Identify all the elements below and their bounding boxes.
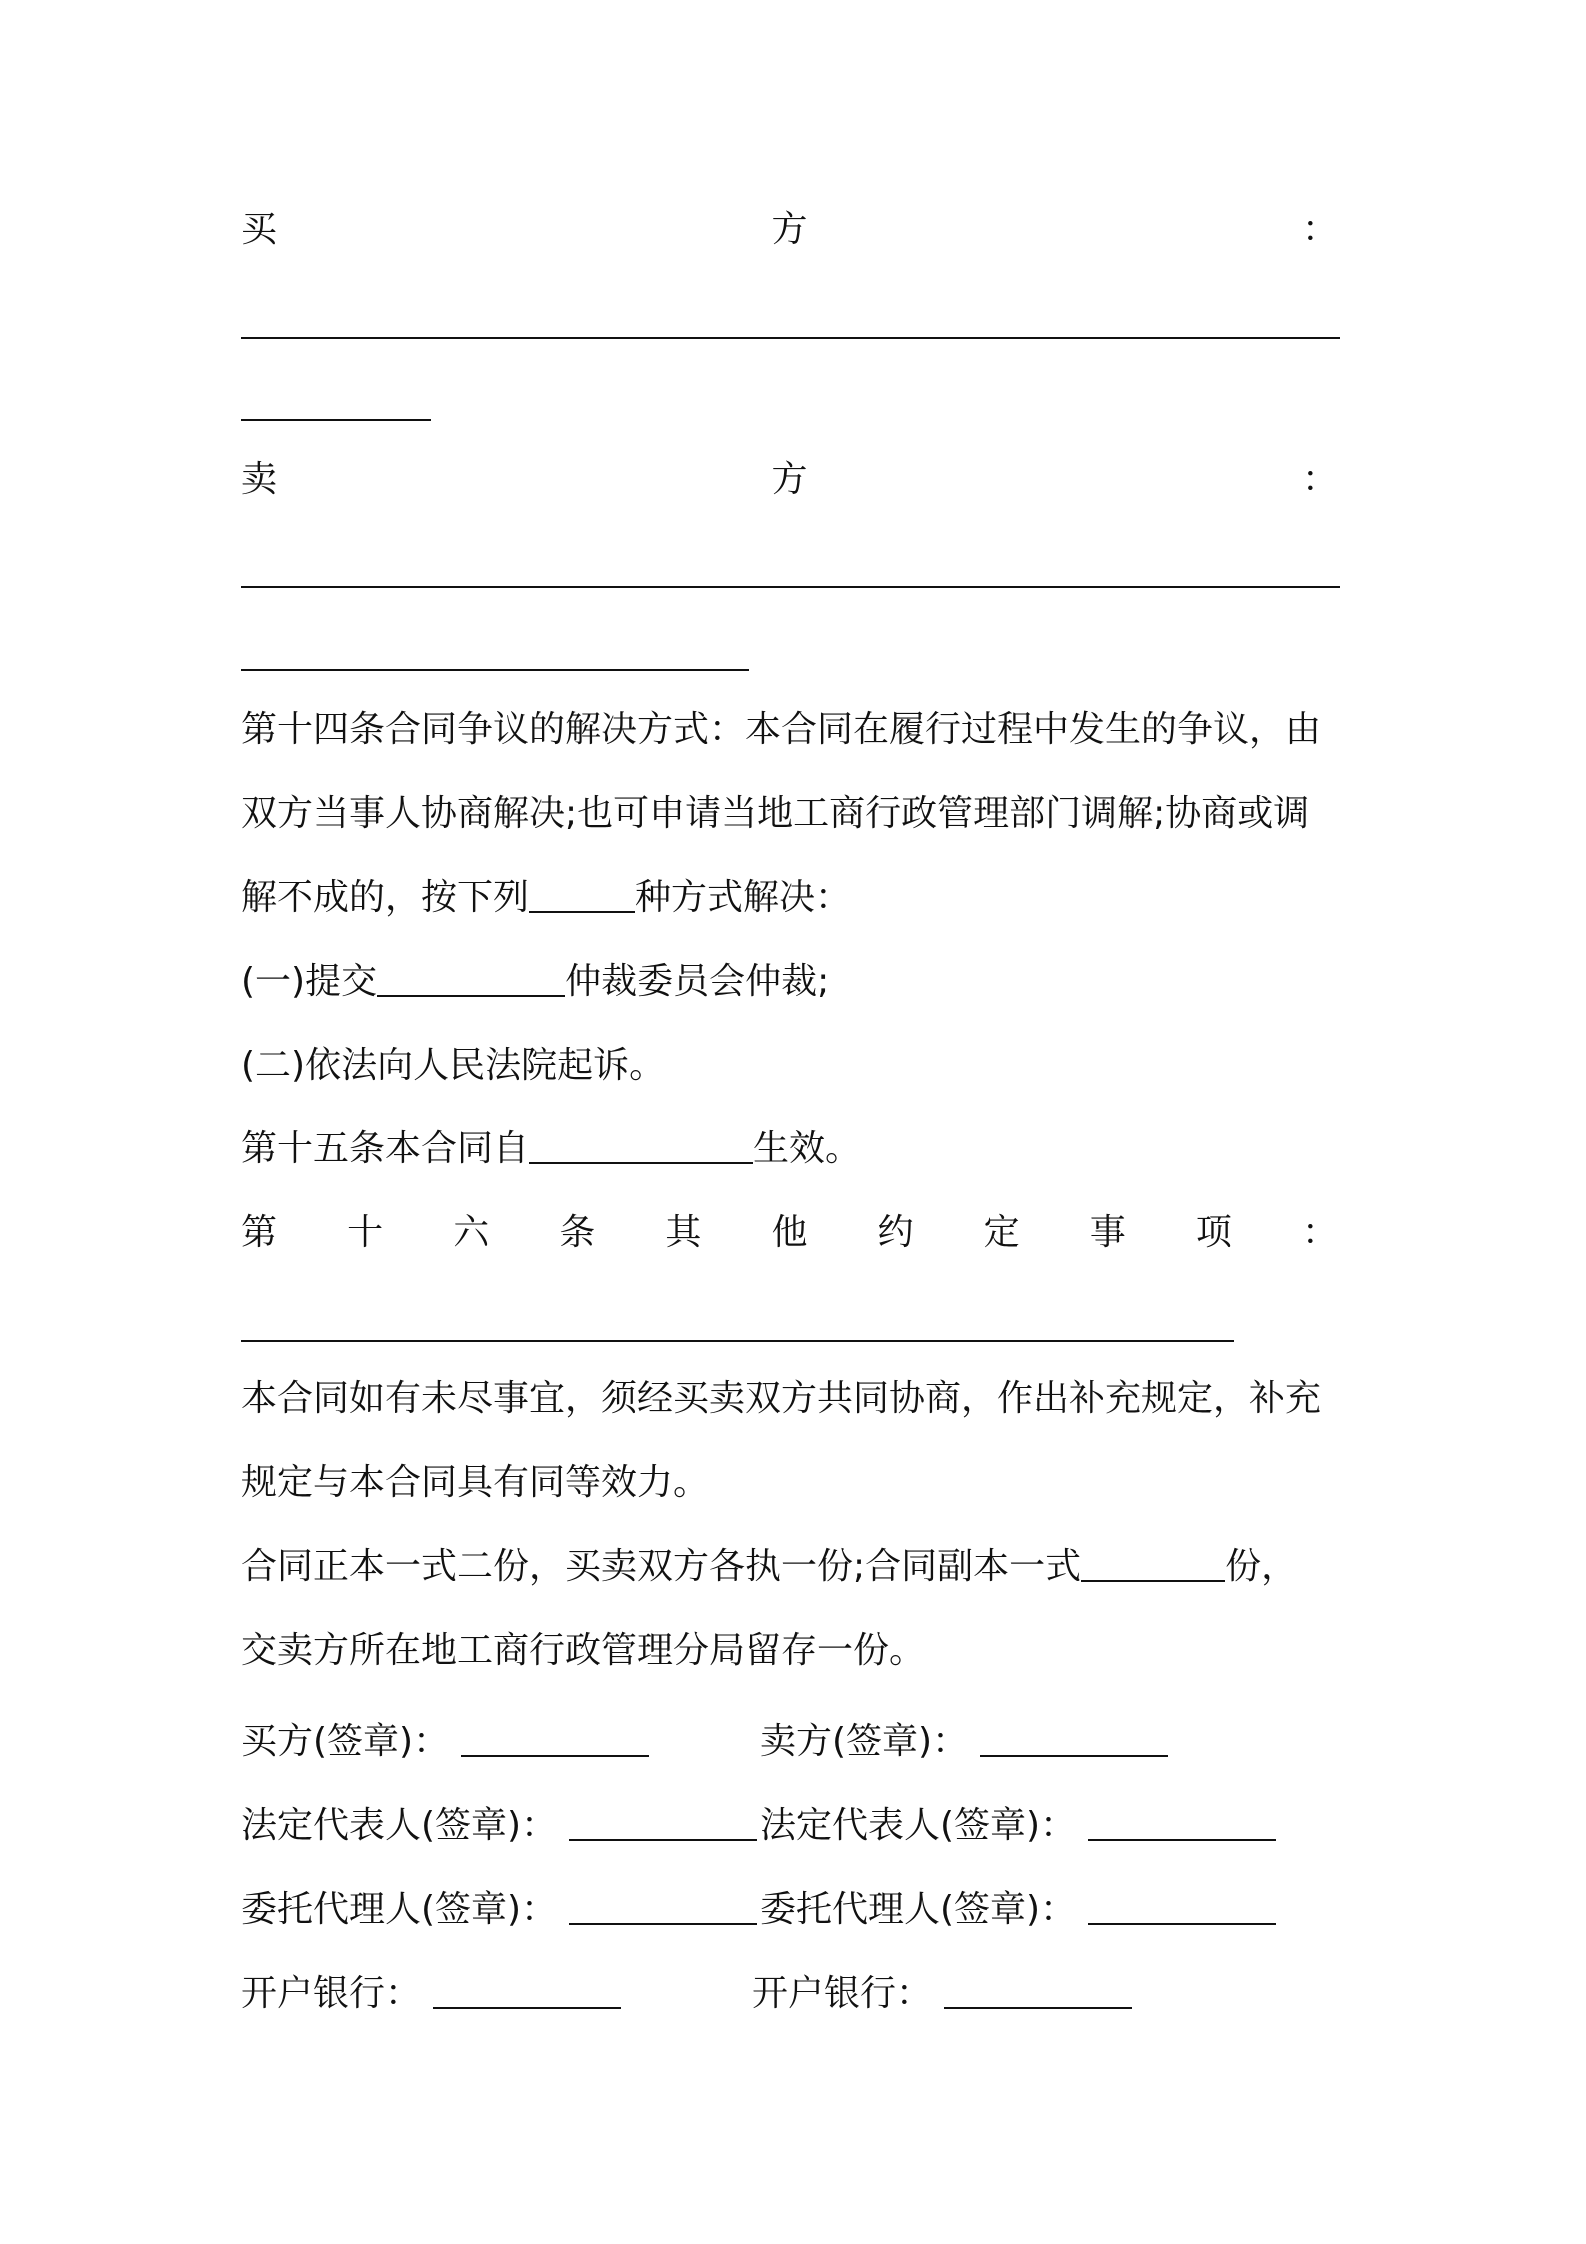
seller-label-char: 方 [771,459,808,500]
arbitration-committee-blank [377,961,565,997]
buyer-label-char: 方 [771,209,808,250]
method-count-blank [529,877,635,913]
article-14-line-1: 第十四条合同争议的解决方式：本合同在履行过程中发生的争议，由 [241,709,1322,750]
heading-char: 约 [877,1212,914,1253]
buyer-rep-blank [569,1805,757,1841]
seller-agent-blank [1088,1889,1276,1925]
article-14-text: 解不成的，按下列 [241,877,530,918]
heading-char: 第 [241,1212,278,1253]
heading-char: 条 [559,1212,596,1253]
buyer-label-colon: ： [1301,209,1338,250]
copies-line-2: 交卖方所在地工商行政管理分局留存一份。 [241,1630,926,1671]
duplicate-count-blank [1081,1546,1225,1582]
copies-line [241,1542,1361,1592]
article-15 [241,1124,1361,1174]
seller-bank-label: 开户银行： [752,1973,933,2014]
option-court: (二)依法向人民法院起诉。 [241,1045,666,1086]
buyer-agent-blank [569,1889,757,1925]
effective-date-blank [529,1128,753,1164]
article-16-heading [241,1208,1338,1258]
buyer-seal-blank [461,1721,649,1757]
seller-rep-label: 法定代表人(签章)： [760,1805,1077,1846]
heading-char: 项 [1195,1212,1232,1253]
article-14-line-2: 双方当事人协商解决;也可申请当地工商行政管理部门调解;协商或调 [241,793,1310,834]
buyer-label-char: 买 [241,209,278,250]
other-terms-fill-line [241,1340,1234,1342]
seller-agent-row [760,1885,1276,1935]
buyer-bank-label: 开户银行： [241,1973,422,2014]
seller-label-row [241,455,1338,505]
heading-char: 定 [983,1212,1020,1253]
seller-bank-blank [944,1973,1132,2009]
option-arbitration [241,957,1361,1007]
heading-char: 他 [771,1212,808,1253]
seller-rep-blank [1088,1805,1276,1841]
supplementary-line-2: 规定与本合同具有同等效力。 [241,1462,710,1503]
heading-colon: ： [1301,1212,1338,1253]
seller-seal-row [760,1717,1168,1767]
option-text: (一)提交 [241,961,378,1002]
article-14-line-3 [241,873,1361,923]
seller-label-colon: ： [1301,459,1338,500]
buyer-agent-label: 委托代理人(签章)： [241,1889,558,1930]
seller-seal-label: 卖方(签章)： [760,1721,969,1762]
buyer-fill-line-continued [241,419,431,421]
seller-fill-line-continued [241,669,749,671]
seller-agent-label: 委托代理人(签章)： [760,1889,1077,1930]
seller-rep-row [760,1801,1276,1851]
article-15-text: 生效。 [753,1128,862,1169]
buyer-label-row [241,205,1338,255]
article-14-text: 种方式解决： [635,877,852,918]
seller-fill-line [241,586,1340,588]
article-15-text: 第十五条本合同自 [241,1128,530,1169]
heading-char: 六 [453,1212,490,1253]
heading-char: 事 [1089,1212,1126,1253]
supplementary-line-1: 本合同如有未尽事宜，须经买卖双方共同协商，作出补充规定，补充 [241,1378,1322,1419]
option-text: 仲裁委员会仲裁; [565,961,830,1002]
heading-char: 其 [665,1212,702,1253]
seller-label-char: 卖 [241,459,278,500]
seller-bank-row [752,1969,1132,2019]
buyer-fill-line [241,337,1340,339]
copies-text: 份， [1225,1546,1298,1587]
seller-seal-blank [980,1721,1168,1757]
buyer-seal-label: 买方(签章)： [241,1721,450,1762]
heading-char: 十 [347,1212,384,1253]
copies-text: 合同正本一式二份，买卖双方各执一份;合同副本一式 [241,1546,1082,1587]
buyer-rep-label: 法定代表人(签章)： [241,1805,558,1846]
buyer-bank-blank [433,1973,621,2009]
